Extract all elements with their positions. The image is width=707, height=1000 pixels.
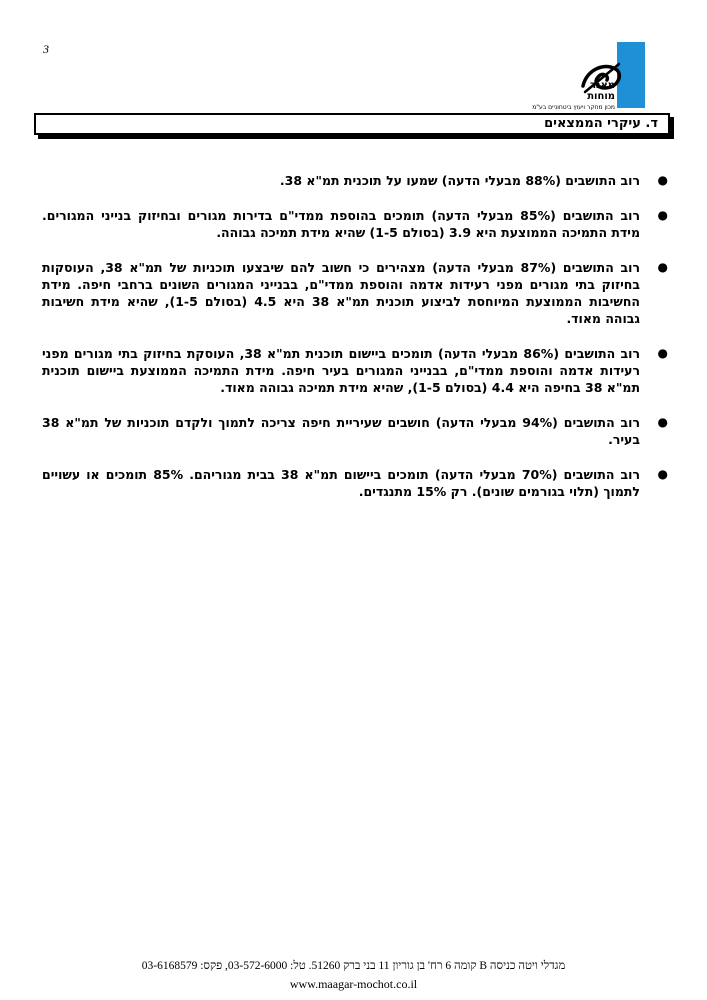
findings-list <box>42 172 670 518</box>
bullet-icon: ● <box>657 467 668 481</box>
finding-item <box>42 466 670 500</box>
company-logo <box>525 42 645 112</box>
section-header-box <box>34 113 670 135</box>
bullet-icon: ● <box>657 415 668 429</box>
logo-name-line2: מוחות <box>587 91 615 102</box>
finding-text: רוב התושבים (86% מבעלי הדעה) תומכים ביישום תוכנית תמ"א 38, העוסקת בחיזוק בתי מגורים מפני רעידות אדמה והוספת ממדי"ם, בבנייני המגורים בעיר חיפה. מידת התמיכה הממוצעת ביישום תוכנית תמ"א 38 בחיפה היא 4.4 (בסולם 1-5), שהיא מידת תמיכה גבוהה מאוד. <box>42 346 640 395</box>
bullet-icon: ● <box>657 208 668 222</box>
finding-item <box>42 259 670 327</box>
finding-item <box>42 172 670 189</box>
section-title: ד. עיקרי הממצאים <box>544 116 658 131</box>
finding-text: רוב התושבים (94% מבעלי הדעה) חושבים שעיריית חיפה צריכה לתמוך ולקדם תוכניות של תמ"א 38 בעיר. <box>42 415 640 447</box>
logo-name-line1: מאגר <box>589 80 615 91</box>
finding-item <box>42 414 670 448</box>
bullet-icon: ● <box>657 346 668 360</box>
footer-website-link[interactable]: www.maagar-mochot.co.il <box>289 977 418 991</box>
footer-address: מגדלי ויטה כניסה B קומה 6 רח' בן גוריון 11 בני ברק 51260. טל: 03-572-6000, פקס: 03-6168579 <box>141 960 566 972</box>
finding-text: רוב התושבים (85% מבעלי הדעה) תומכים בהוספת ממדי"ם בדירות מגורים ובחיזוק בנייני המגורים. מידת התמיכה הממוצעת היא 3.9 (בסולם 1-5) שהיא מידת תמיכה גבוהה. <box>42 208 640 240</box>
bullet-icon: ● <box>657 260 668 274</box>
finding-text: רוב התושבים (88% מבעלי הדעה) שמעו על תוכנית תמ"א 38. <box>279 173 640 188</box>
logo-tagline: מכון מחקר ויעוץ ביטחוניים בע"מ <box>532 104 615 111</box>
page-number: 3 <box>43 42 49 56</box>
finding-item <box>42 207 670 241</box>
finding-text: רוב התושבים (70% מבעלי הדעה) תומכים ביישום תמ"א 38 בבית מגוריהם. 85% תומכים או עשויים לתמוך (תלוי בגורמים שונים). רק 15% מתנגדים. <box>42 467 640 499</box>
bullet-icon: ● <box>657 173 668 187</box>
finding-item <box>42 345 670 396</box>
logo-wordmark <box>587 80 615 102</box>
finding-text: רוב התושבים (87% מבעלי הדעה) מצהירים כי חשוב להם שיבצעו תוכניות של תמ"א 38, העוסקות בחיזוק בתי מגורים מפני רעידות אדמה והוספת ממדי"ם, בבנייני המגורים השונים ברחבי חיפה. מידת החשיבות הממוצעת המיוחסת לביצוע תוכנית תמ"א 38 היא 4.5 (בסולם 1-5), שהיא מידת חשיבות גבוהה מאוד. <box>42 260 640 326</box>
